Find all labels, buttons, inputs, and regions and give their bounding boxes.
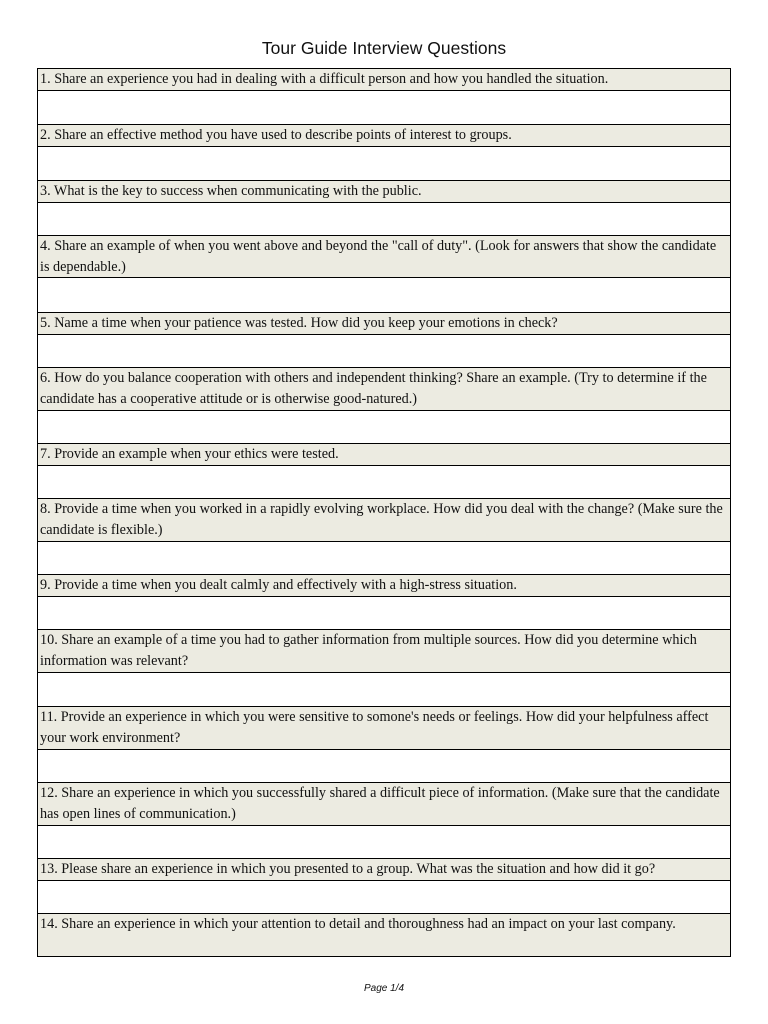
answer-cell-2[interactable] (38, 147, 730, 181)
answer-cell-1[interactable] (38, 91, 730, 125)
question-row-3: 3. What is the key to success when communicating with the public. (38, 181, 730, 203)
question-row-10: 10. Share an example of a time you had to gather information from multiple sources. How did you determine which information was relevant? (38, 630, 730, 673)
answer-cell-4[interactable] (38, 278, 730, 313)
answer-cell-12[interactable] (38, 826, 730, 859)
question-row-13: 13. Please share an experience in which you presented to a group. What was the situation and how did it go? (38, 859, 730, 881)
answer-cell-6[interactable] (38, 411, 730, 444)
question-row-12: 12. Share an experience in which you successfully shared a difficult piece of information. (Make sure that the candidate has open lines of communication.) (38, 783, 730, 826)
question-row-7: 7. Provide an example when your ethics were tested. (38, 444, 730, 466)
answer-cell-10[interactable] (38, 673, 730, 707)
question-row-8: 8. Provide a time when you worked in a rapidly evolving workplace. How did you deal with the change? (Make sure the candidate is flexible.) (38, 499, 730, 542)
question-row-11: 11. Provide an experience in which you were sensitive to somone's needs or feelings. How did your helpfulness affect your work environment? (38, 707, 730, 750)
answer-cell-3[interactable] (38, 203, 730, 236)
answer-cell-13[interactable] (38, 881, 730, 914)
question-row-4: 4. Share an example of when you went above and beyond the "call of duty". (Look for answers that show the candidate is dependable.) (38, 236, 730, 278)
question-row-14: 14. Share an experience in which your attention to detail and thoroughness had an impact on your last company. (38, 914, 730, 956)
answer-cell-8[interactable] (38, 542, 730, 575)
question-row-1: 1. Share an experience you had in dealing with a difficult person and how you handled the situation. (38, 69, 730, 91)
answer-cell-9[interactable] (38, 597, 730, 630)
answer-cell-11[interactable] (38, 750, 730, 783)
answer-cell-7[interactable] (38, 466, 730, 499)
answer-cell-5[interactable] (38, 335, 730, 368)
page-title: Tour Guide Interview Questions (261, 38, 507, 58)
question-row-9: 9. Provide a time when you dealt calmly and effectively with a high-stress situation. (38, 575, 730, 597)
question-row-5: 5. Name a time when your patience was tested. How did you keep your emotions in check? (38, 313, 730, 335)
questions-table (37, 68, 731, 957)
question-row-2: 2. Share an effective method you have used to describe points of interest to groups. (38, 125, 730, 147)
question-row-6: 6. How do you balance cooperation with others and independent thinking? Share an example. (Try to determine if the candidate has a cooperative attitude or is otherwise good-natured.) (38, 368, 730, 411)
page-number: Page 1/4 (363, 983, 405, 994)
